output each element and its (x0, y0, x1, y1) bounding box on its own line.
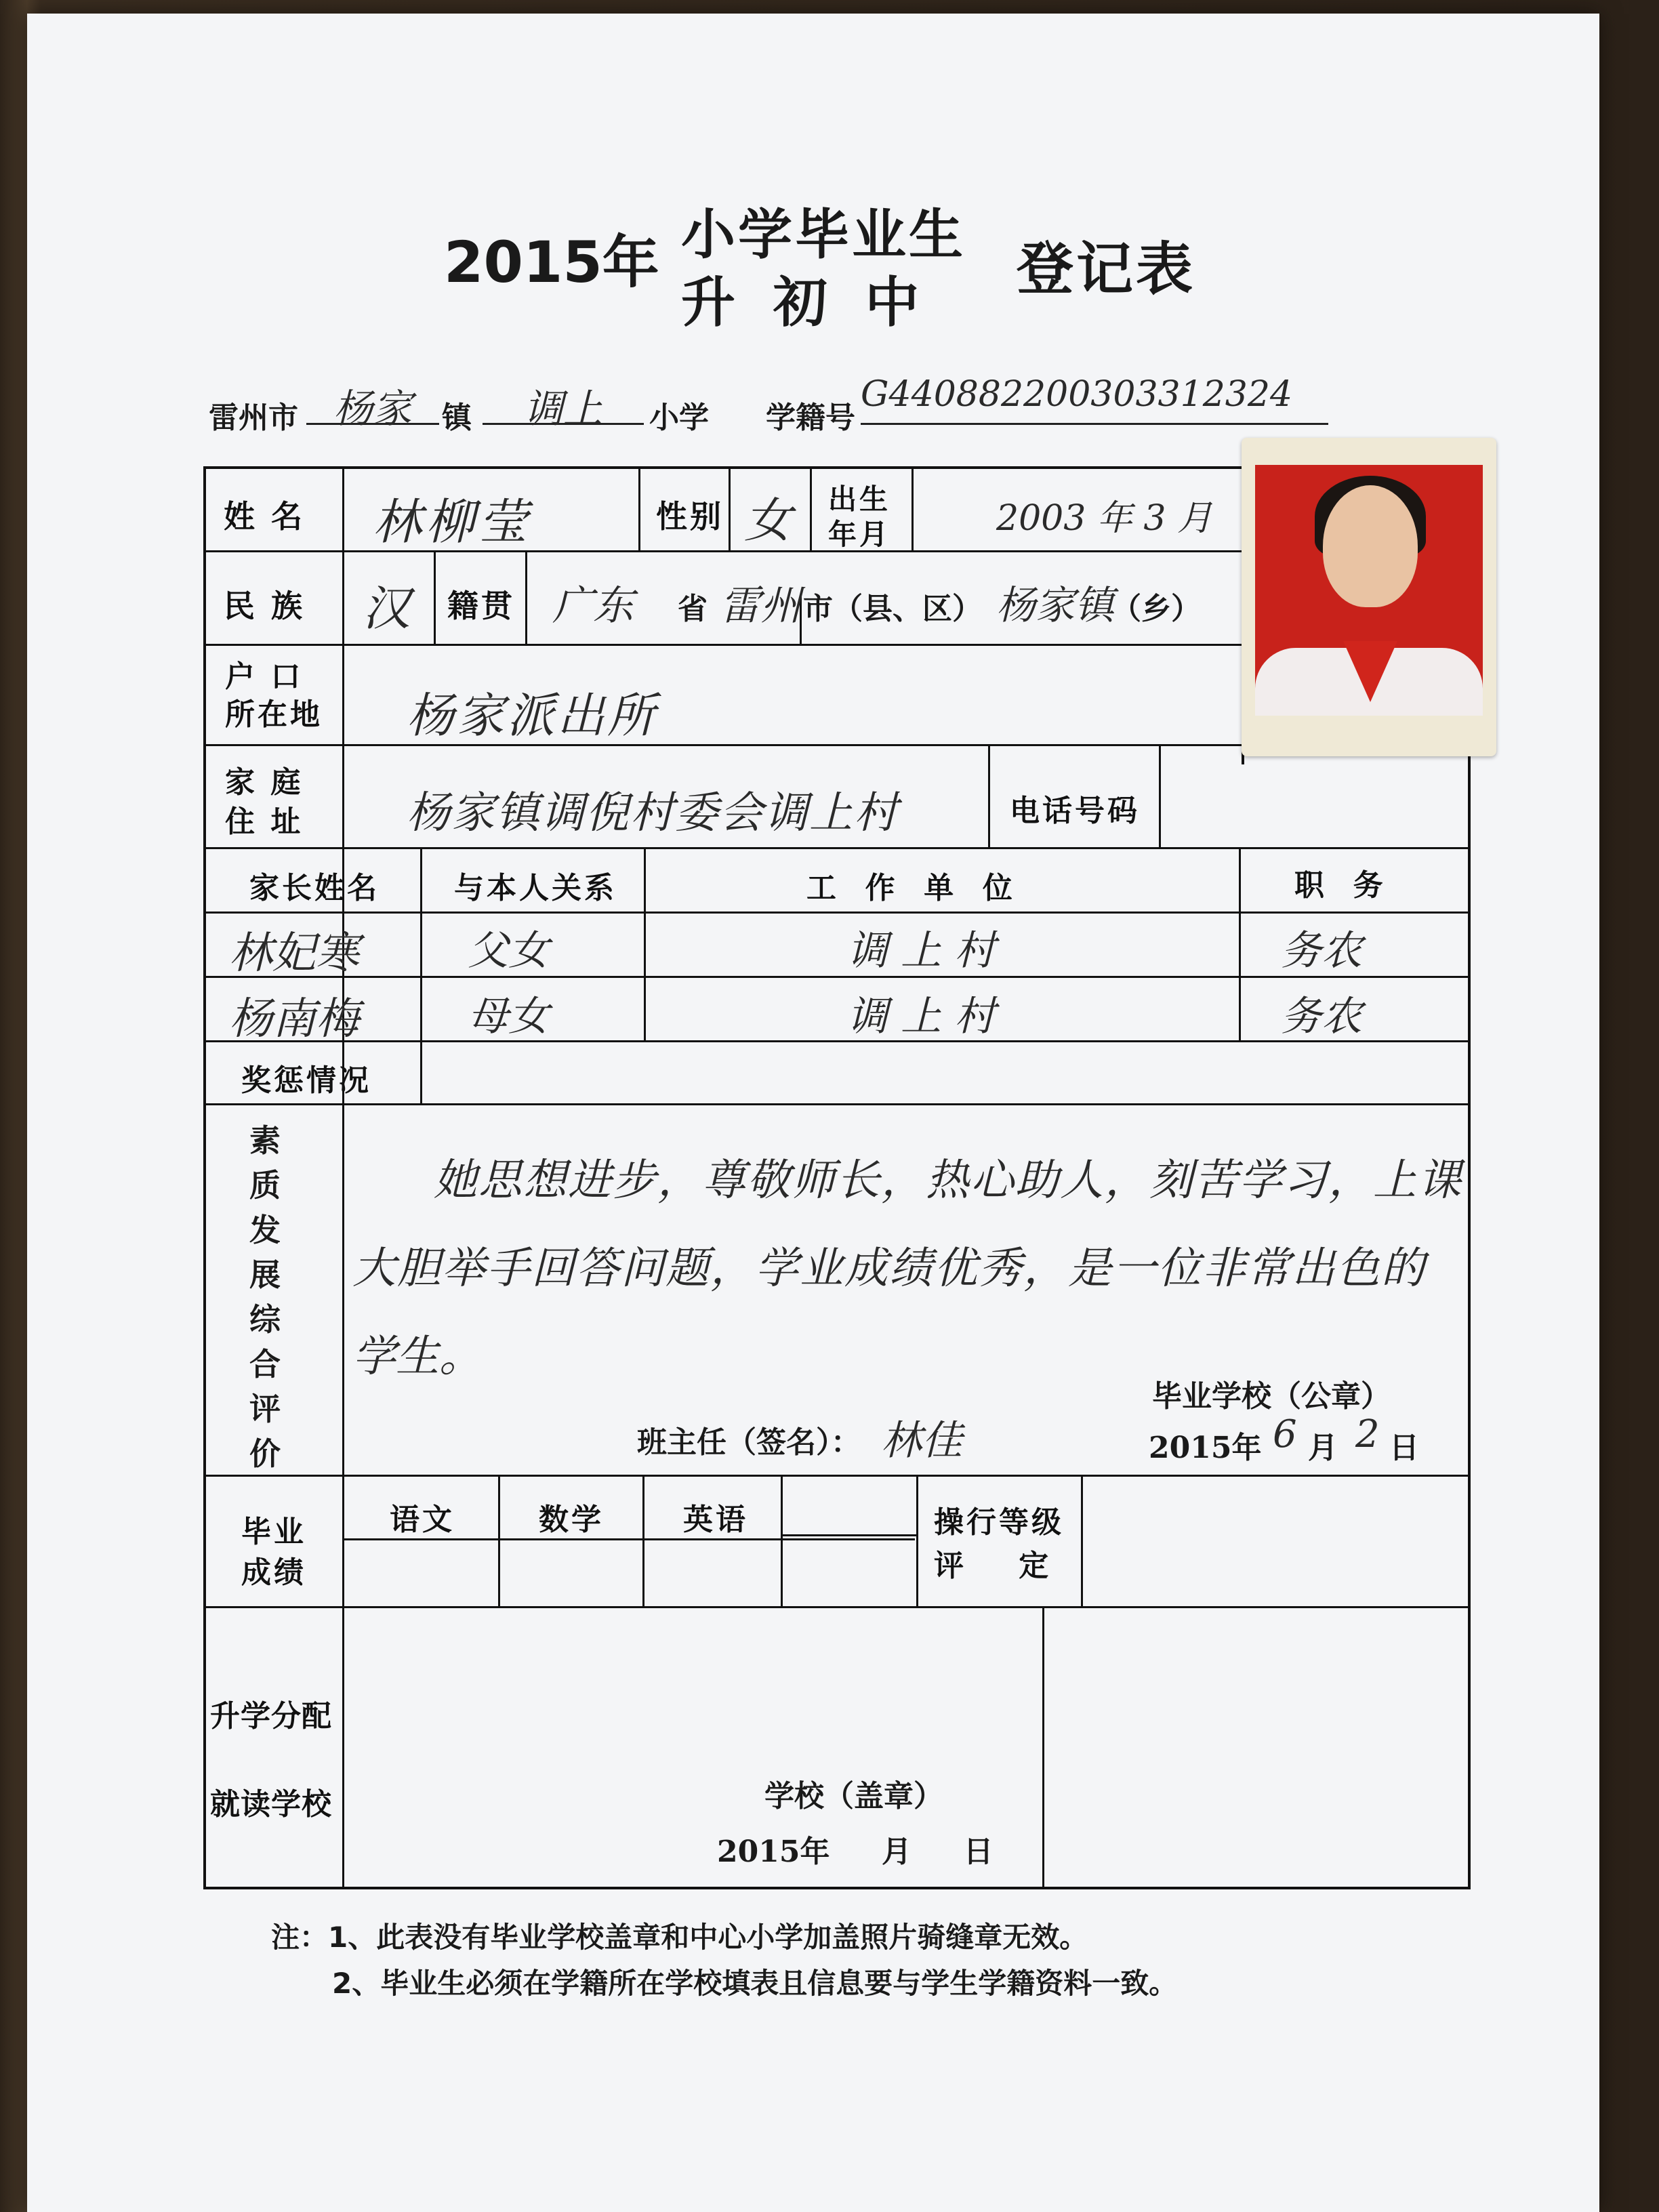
name-label: 姓 名 (224, 498, 306, 535)
family-row-1-name: 林妃寒 (229, 928, 359, 979)
grade-subject-english: 英语 (683, 1502, 748, 1537)
city-label: 市（县、区） (803, 592, 982, 626)
family-header-workplace: 工 作 单 位 (806, 871, 1015, 905)
gender-value: 女 (744, 493, 792, 548)
family-row-1-relation: 父女 (468, 927, 549, 975)
family-row-1-job: 务农 (1281, 927, 1362, 975)
grades-label-1: 毕业 (241, 1515, 306, 1549)
conduct-label-2: 评 定 (934, 1549, 1052, 1583)
placement-label-2: 就读学校 (210, 1787, 332, 1822)
teacher-label: 班主任（签名）： (637, 1425, 861, 1460)
header-student-id-value: G440882200303312324 (861, 374, 1328, 425)
address-value: 杨家镇调倪村委会调上村 (407, 788, 899, 838)
registration-form-paper (27, 14, 1599, 2212)
hukou-label-1: 户 口 (225, 659, 304, 694)
evaluation-label: 素 质 发 展 综 合 评 价 (249, 1122, 281, 1472)
header-city: 雷州市 (209, 401, 298, 435)
birth-label-2: 年月 (828, 518, 891, 551)
evaluation-line-1: 她思想进步，尊敬师长，热心助人，刻苦学习，上课 (434, 1155, 1462, 1206)
family-header-relation: 与本人关系 (454, 871, 617, 905)
title-line2: 升 初 中 (681, 271, 920, 334)
ethnicity-value: 汉 (363, 581, 410, 636)
header-town-value: 杨家 (306, 377, 439, 425)
hukou-label-2: 所在地 (225, 697, 323, 732)
header-town-label: 镇 (442, 401, 472, 435)
title-year: 2015年 (444, 229, 659, 295)
family-row-2-relation: 母女 (468, 993, 549, 1040)
rewards-label: 奖惩情况 (241, 1063, 371, 1098)
placement-seal: 学校（盖章） (764, 1779, 943, 1814)
province-value: 广东 (552, 582, 634, 630)
family-row-2-workplace: 调 上 村 (847, 993, 996, 1040)
evaluation-line-3: 学生。 (352, 1332, 483, 1382)
header-school-label: 小学 (649, 401, 709, 435)
ethnicity-label: 民 族 (224, 588, 306, 624)
table-top-border (203, 466, 1243, 469)
table-left-border (203, 466, 206, 1889)
table-right-border (1468, 752, 1471, 1889)
address-label-2: 住 址 (225, 804, 304, 839)
grade-subject-math: 数学 (539, 1502, 604, 1537)
family-header-job: 职 务 (1294, 868, 1386, 903)
placement-label-1: 升学分配 (210, 1699, 332, 1734)
student-photo (1242, 438, 1496, 756)
table-bottom-border (203, 1887, 1471, 1889)
title-line1: 小学毕业生 (681, 203, 966, 266)
note-line-2: 2、毕业生必须在学籍所在学校填表且信息要与学生学籍资料一致。 (332, 1967, 1178, 2000)
phone-label: 电话号码 (1010, 794, 1140, 828)
native-label: 籍贯 (447, 588, 515, 624)
province-label: 省 (678, 592, 708, 626)
evaluation-line-2: 大胆举手回答问题，学业成绩优秀，是一位非常出色的 (352, 1244, 1426, 1294)
placement-date: 2015年 月 日 (717, 1835, 994, 1869)
family-row-1-workplace: 调 上 村 (847, 927, 996, 975)
grade-subject-chinese: 语文 (390, 1502, 455, 1537)
hukou-value: 杨家派出所 (407, 688, 657, 743)
town-label: （乡） (1111, 592, 1201, 626)
town-value: 杨家镇 (996, 582, 1115, 628)
grades-label-2: 成绩 (241, 1555, 306, 1590)
evaluation-date-month-label: 月 (1308, 1431, 1338, 1465)
birth-value: 2003 年 3 月 (996, 498, 1213, 539)
birth-label-1: 出生 (828, 483, 891, 516)
family-row-2-name: 杨南梅 (229, 994, 359, 1044)
evaluation-school-seal: 毕业学校（公章） (1152, 1379, 1391, 1414)
gender-label: 性别 (656, 498, 724, 535)
family-header-name: 家长姓名 (249, 871, 380, 905)
family-row-2-job: 务农 (1281, 993, 1362, 1040)
name-value: 林柳莹 (373, 493, 532, 550)
address-label-1: 家 庭 (225, 765, 304, 800)
header-school-value: 调上 (483, 377, 644, 425)
city-value: 雷州 (720, 582, 801, 630)
note-line-1: 注：1、此表没有毕业学校盖章和中心小学加盖照片骑缝章无效。 (271, 1921, 1088, 1954)
header-student-id-label: 学籍号 (766, 401, 855, 435)
evaluation-date-day: 2 (1355, 1412, 1380, 1456)
evaluation-date-month: 6 (1273, 1412, 1297, 1456)
evaluation-date-year: 2015年 (1149, 1431, 1262, 1465)
evaluation-date-day-label: 日 (1389, 1431, 1419, 1465)
title-suffix: 登记表 (1017, 236, 1196, 302)
conduct-label-1: 操行等级 (934, 1505, 1064, 1540)
teacher-signature: 林佳 (881, 1417, 962, 1465)
